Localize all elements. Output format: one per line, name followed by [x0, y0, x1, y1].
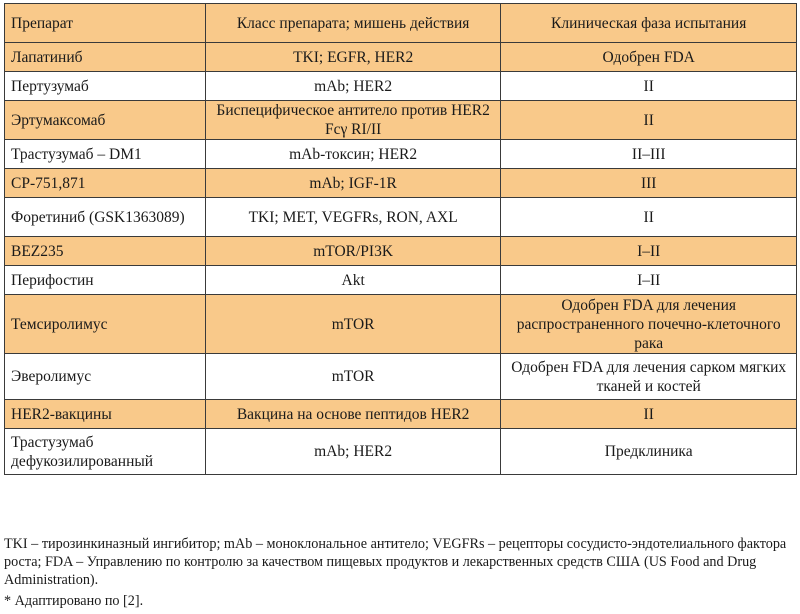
cell-drug: Трастузумаб дефукозилированный — [5, 429, 206, 475]
table-row — [5, 140, 797, 169]
cell-class-target: mTOR — [205, 295, 501, 354]
cell-drug: Эверолимус — [5, 354, 206, 400]
cell-drug: Лапатиниб — [5, 43, 206, 72]
cell-drug: HER2-вакцины — [5, 400, 206, 429]
header-class-target: Класс препарата; мишень действия — [205, 4, 501, 43]
cell-clinical-phase: II — [501, 400, 797, 429]
cell-class-target: TKI; MET, VEGFRs, RON, AXL — [205, 198, 501, 237]
cell-drug: Пертузумаб — [5, 72, 206, 101]
cell-class-target: Биспецифическое антитело против HER2 Fcγ RI/II — [205, 101, 501, 140]
header-drug: Препарат — [5, 4, 206, 43]
cell-clinical-phase: II–III — [501, 140, 797, 169]
cell-class-target: mAb; HER2 — [205, 429, 501, 475]
table-body — [5, 43, 797, 475]
cell-drug: CP-751,871 — [5, 169, 206, 198]
header-clinical-phase: Клиническая фаза испытания — [501, 4, 797, 43]
table-header-row — [5, 4, 797, 43]
cell-class-target: Akt — [205, 266, 501, 295]
cell-class-target: mAb; HER2 — [205, 72, 501, 101]
cell-class-target: mTOR/PI3K — [205, 237, 501, 266]
cell-clinical-phase: Одобрен FDA для лечения распространенного почечно-клеточного рака — [501, 295, 797, 354]
table-row — [5, 169, 797, 198]
cell-class-target: mAb; IGF-1R — [205, 169, 501, 198]
cell-clinical-phase: Предклиника — [501, 429, 797, 475]
cell-drug: Темсиролимус — [5, 295, 206, 354]
cell-class-target: TKI; EGFR, HER2 — [205, 43, 501, 72]
cell-clinical-phase: II — [501, 198, 797, 237]
table-row — [5, 198, 797, 237]
cell-clinical-phase: II — [501, 72, 797, 101]
cell-clinical-phase: I–II — [501, 266, 797, 295]
cell-class-target: mTOR — [205, 354, 501, 400]
table-row — [5, 237, 797, 266]
cell-clinical-phase: Одобрен FDA — [501, 43, 797, 72]
table-row — [5, 354, 797, 400]
cell-drug: Перифостин — [5, 266, 206, 295]
cell-clinical-phase: III — [501, 169, 797, 198]
cell-class-target: mAb-токсин; HER2 — [205, 140, 501, 169]
abbreviations-footnote — [4, 535, 794, 589]
cell-clinical-phase: I–II — [501, 237, 797, 266]
table-row — [5, 43, 797, 72]
cell-drug: Трастузумаб – DM1 — [5, 140, 206, 169]
cell-class-target: Вакцина на основе пептидов HER2 — [205, 400, 501, 429]
cell-drug: Эртумаксомаб — [5, 101, 206, 140]
table-row — [5, 400, 797, 429]
table-row — [5, 295, 797, 354]
source-note: * Адаптировано по [2]. — [4, 593, 144, 609]
cell-clinical-phase: II — [501, 101, 797, 140]
cell-drug: BEZ235 — [5, 237, 206, 266]
cell-drug: Форетиниб (GSK1363089) — [5, 198, 206, 237]
table-row — [5, 266, 797, 295]
drug-table — [4, 3, 797, 475]
table-row — [5, 101, 797, 140]
table-row — [5, 429, 797, 475]
footnote-text: TKI – тирозинкиназный ингибитор; mAb – моноклональное антитело; VEGFRs – рецепторы сосудисто-эндотелиального фактора роста; FDA – Управлению по контролю за качеством пищевых продуктов и лекарственных средств США (US Food and Drug Administration). — [4, 536, 787, 588]
cell-clinical-phase: Одобрен FDA для лечения сарком мягких тканей и костей — [501, 354, 797, 400]
table-row — [5, 72, 797, 101]
